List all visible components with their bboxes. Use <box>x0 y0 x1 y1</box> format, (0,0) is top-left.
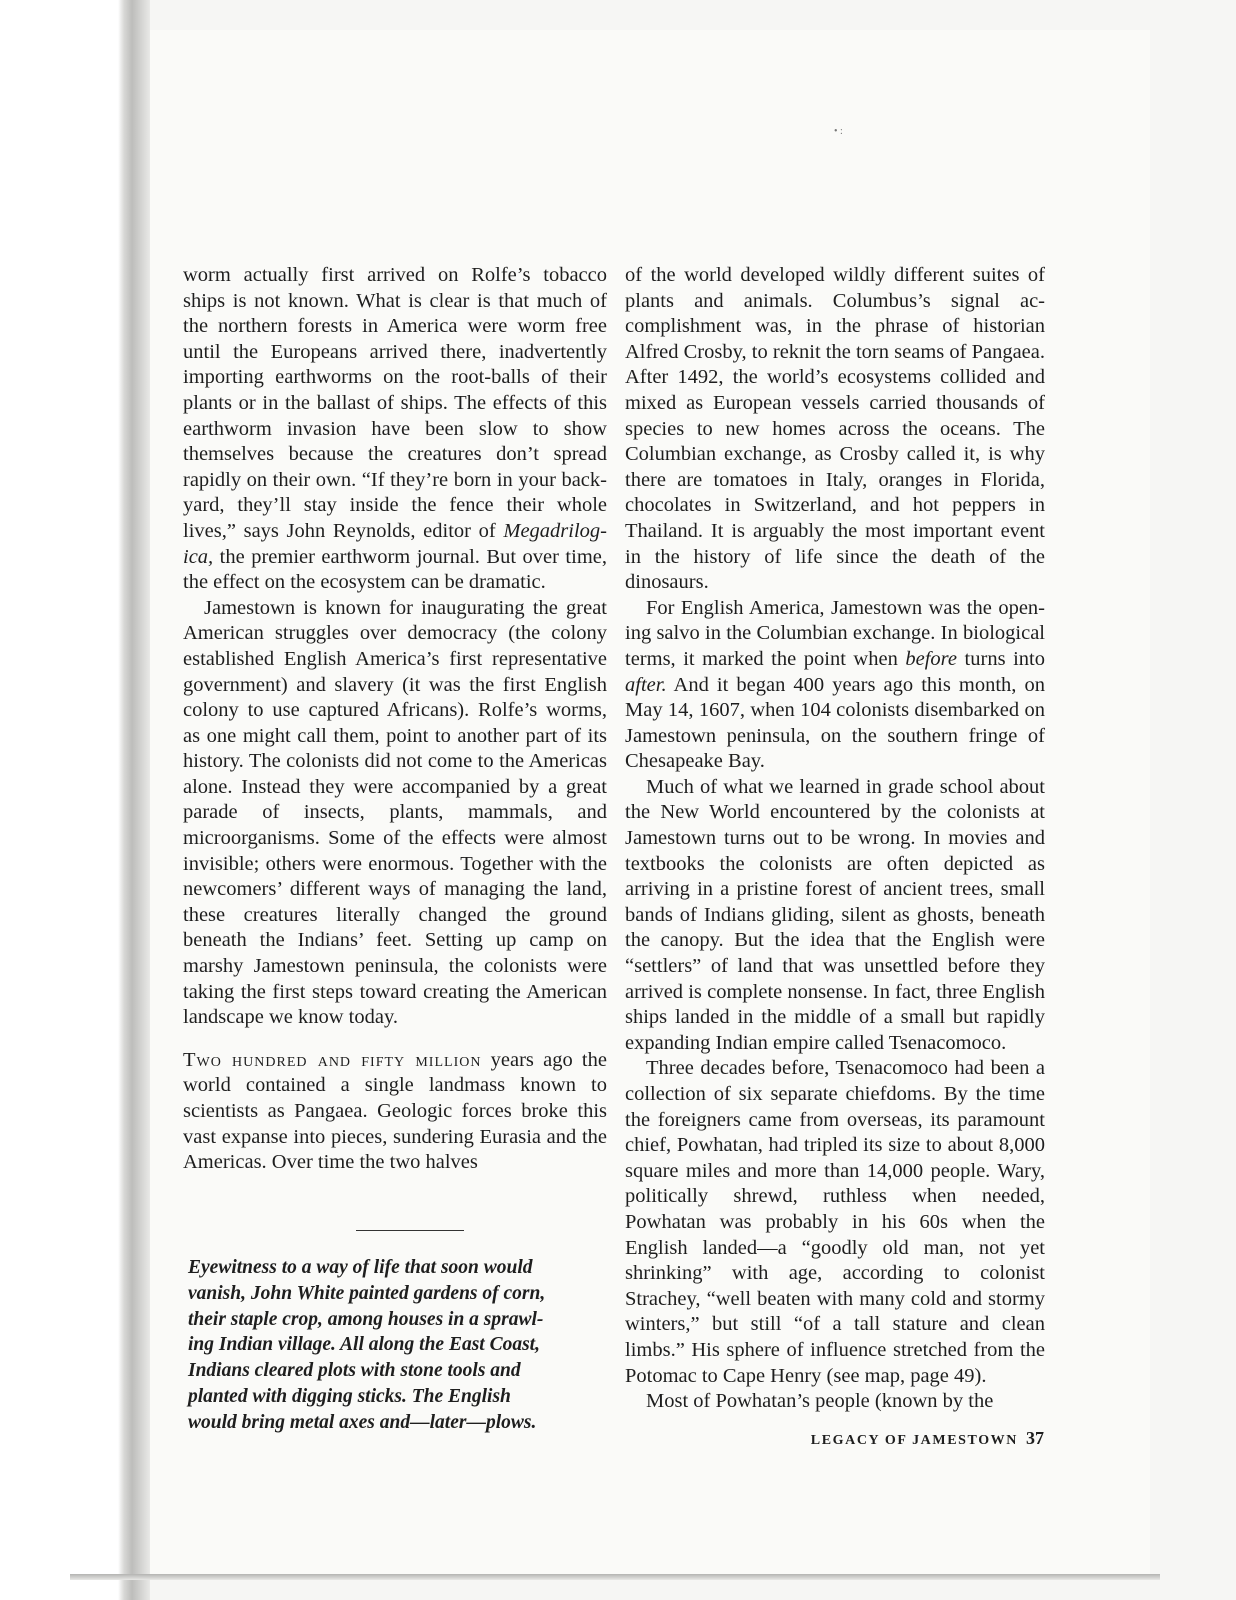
scan-speck: • : <box>834 126 843 137</box>
right-paragraph-3: Much of what we learned in grade school about the New World encountered by the colonists at Jamestown turns out to be wrong. In movies and textbooks the colonists are often depicted as arriving in a pristine forest of ancient trees, small bands of Indians gliding, silent as ghosts, beneath the canopy. But the idea that the English were “settlers” of land that was unsettled before they arrived is complete nonsense. In fact, three English ships landed in the middle of a small but rapidly expanding Indian empire called Tsenacomoco. <box>625 775 1045 1054</box>
page-number: 37 <box>1026 1428 1044 1448</box>
left-paragraph-1: worm actually first arrived on Rolfe’s tobacco ships is not known. What is clear is that much of the northern forests in America were worm free until the Europeans arrived there, inadvertently importing earthworms on the root-balls of their plants or in the ballast of ships. The effects of this earthworm invasion have been slow to show themselves because the creatures don’t spread rapidly on their own. “If they’re born in your backyard, they’ll stay inside the fence their whole lives,” says John Reynolds, editor of Megadrilogica, the premier earthworm journal. But over time, the effect on the ecosystem can be dramatic. <box>183 264 607 594</box>
page-bottom-edge <box>70 1574 1160 1580</box>
left-paragraph-3: Two hundred and fifty million years ago the world contained a single landmass known to scientists as Pangaea. Geologic forces broke this vast expanse into pieces, sundering Eurasia and the Americas. Over time the two halves <box>183 1048 607 1174</box>
page-footer <box>780 1428 1044 1449</box>
left-column <box>183 263 607 1176</box>
right-paragraph-4: Three decades before, Tsenacomoco had been a collection of six separate chiefdoms. By the time the foreigners came from overseas, its paramount chief, Powhatan, had tripled its size to about 8,000 square miles and more than 14,000 people. Wary, politically shrewd, ruthless when needed, Powhatan was probably in his 60s when the English landed—a “goodly old man, not yet shrinking” with age, according to colonist Strachey, “well beaten with many cold and stormy winters,” but still “of a tall stature and clean limbs.” His sphere of influence stretched from the Potomac to Cape Henry (see map, page 49). <box>625 1057 1045 1387</box>
right-paragraph-1: of the world developed wildly different suites of plants and animals. Columbus’s signal accomplishment was, in the phrase of historian Alfred Crosby, to reknit the torn seams of Pangaea. After 1492, the world’s ecosystems collided and mixed as European vessels carried thousands of species to new homes across the oceans. The Columbian exchange, as Crosby called it, is why there are tomatoes in Italy, oranges in Florida, chocolates in Switzerland, and hot peppers in Thailand. It is arguably the most important event in the history of life since the death of the dinosaurs. <box>625 264 1045 594</box>
photo-caption: Eyewitness to a way of life that soon would vanish, John White painted gardens of corn, their staple crop, among houses in a sprawl- ing Indian village. All along the East Coast, Indians cleared plots with stone tools and planted with digging sticks. The English would bring metal axes and—later—plows. <box>188 1257 546 1433</box>
section-lead-in: Two hundred and fifty million <box>183 1048 482 1071</box>
right-column <box>625 263 1045 1415</box>
right-paragraph-5: Most of Powhatan’s people (known by the <box>646 1390 994 1413</box>
caption-rule <box>356 1230 464 1231</box>
left-paragraph-2: Jamestown is known for inaugurating the great American struggles over democracy (the colony established English America’s first representative government) and slavery (it was the first English colony to use captured Africans). Rolfe’s worms, as one might call them, point to another part of its history. The colonists did not come to the Americas alone. Instead they were accompanied by a great parade of insects, plants, mammals, and microorganisms. Some of the effects were almost invisible; others were enormous. Together with the newcomers’ different ways of managing the land, these creatures literally changed the ground beneath the Indians’ feet. Setting up camp on marshy Jamestown peninsula, the colonists were taking the first steps toward creating the American landscape we know today. <box>183 596 607 1029</box>
right-paragraph-2: For English America, Jamestown was the opening salvo in the Columbian exchange. In biological terms, it marked the point when before turns into after. And it began 400 years ago this month, on May 14, 1607, when 104 colonists disembarked on Jamestown peninsula, on the southern fringe of Chesapeake Bay. <box>625 596 1045 773</box>
binding-gutter <box>0 0 150 1600</box>
running-head: LEGACY OF JAMESTOWN <box>810 1433 1018 1448</box>
